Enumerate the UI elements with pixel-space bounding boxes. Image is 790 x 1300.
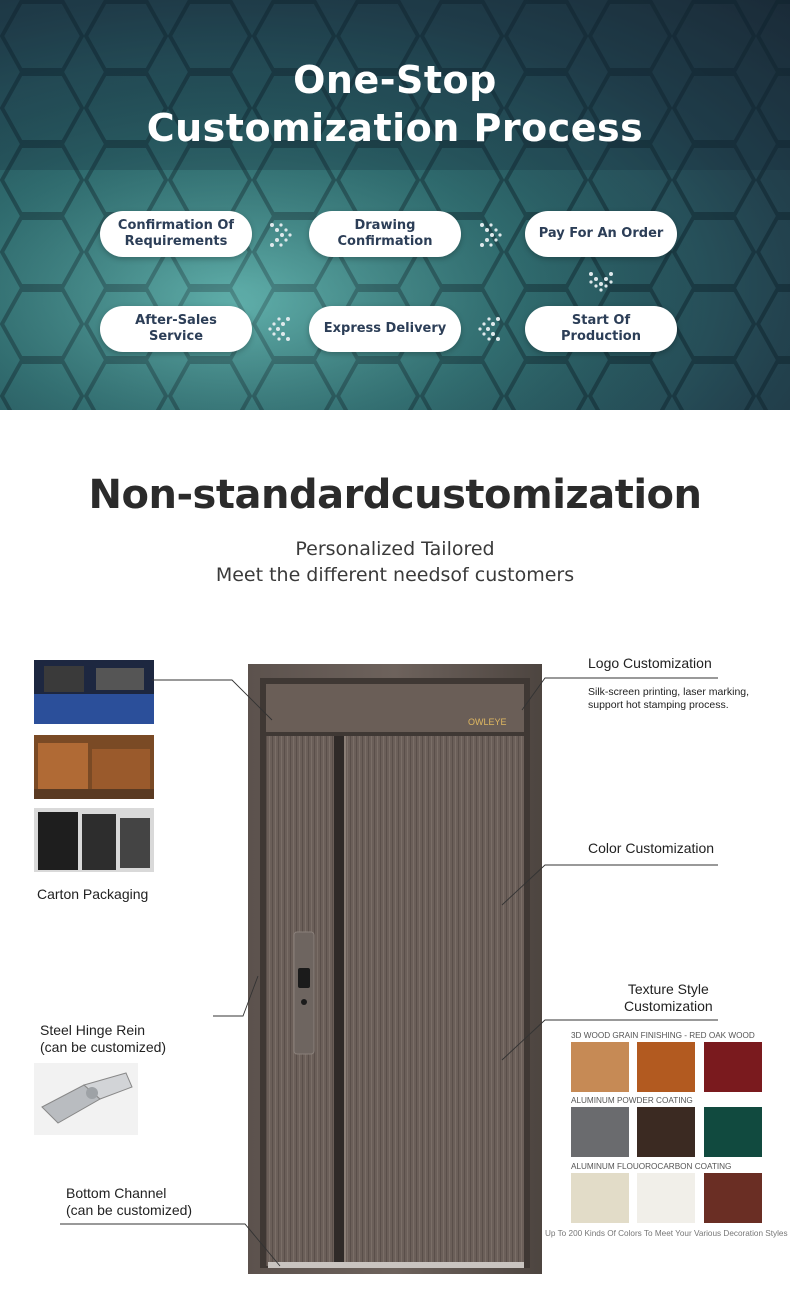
arrow-left-icon xyxy=(478,316,502,342)
step-start-of-production: Start Of Production xyxy=(525,306,677,352)
swatch-wood-red xyxy=(704,1042,762,1092)
banner-title-line1: One-Stop xyxy=(293,58,497,102)
swatch-group-title: ALUMINUM POWDER COATING xyxy=(571,1096,693,1105)
swatch-group-title: 3D WOOD GRAIN FINISHING - RED OAK WOOD xyxy=(571,1031,755,1040)
texture-customization-title: Texture Style Customization xyxy=(624,981,713,1014)
logo-customization-title: Logo Customization xyxy=(588,655,712,671)
hinge-photo xyxy=(34,1063,138,1135)
step-confirmation-of-requirements: Confirmation Of Requirements xyxy=(100,211,252,257)
swatch-powder-brown xyxy=(637,1107,695,1157)
color-customization-title: Color Customization xyxy=(588,840,715,856)
banner-title xyxy=(0,56,790,152)
swatch-wood-orange xyxy=(637,1042,695,1092)
swatch-powder-green xyxy=(704,1107,762,1157)
banner-title-line2: Customization Process xyxy=(146,106,644,150)
process-banner xyxy=(0,0,790,410)
arrow-left-icon xyxy=(268,316,292,342)
packaging-photo-2 xyxy=(34,735,154,799)
step-express-delivery: Express Delivery xyxy=(309,306,461,352)
color-range-footnote: Up To 200 Kinds Of Colors To Meet Your Various Decoration Styles xyxy=(545,1229,788,1238)
swatch-fluoro-beige xyxy=(571,1173,629,1223)
step-drawing-confirmation: Drawing Confirmation xyxy=(309,211,461,257)
section-subheading xyxy=(0,536,790,588)
subheading-line1: Personalized Tailored xyxy=(295,538,495,560)
bottom-channel-label: Bottom Channel (can be customized) xyxy=(66,1185,193,1218)
step-after-sales-service: After-Sales Service xyxy=(100,306,252,352)
arrow-right-icon xyxy=(478,222,502,248)
hinge-label: Steel Hinge Rein (can be customized) xyxy=(40,1022,167,1055)
arrow-down-icon xyxy=(588,270,614,292)
subheading-line2: Meet the different needsof customers xyxy=(215,564,575,586)
swatch-group-title: ALUMINUM FLOUOROCARBON COATING xyxy=(571,1162,732,1171)
section-heading: Non-standardcustomization xyxy=(88,472,702,518)
swatch-fluoro-maroon xyxy=(704,1173,762,1223)
packaging-photo-3 xyxy=(34,808,154,872)
arrow-right-icon xyxy=(268,222,292,248)
carton-packaging-label: Carton Packaging xyxy=(37,886,149,902)
packaging-photo-1 xyxy=(34,660,154,724)
door-image xyxy=(248,664,542,1274)
step-pay-for-an-order: Pay For An Order xyxy=(525,211,677,257)
swatch-fluoro-white xyxy=(637,1173,695,1223)
logo-customization-description: Silk-screen printing, laser marking, support hot stamping process. xyxy=(588,686,750,711)
swatch-powder-gray xyxy=(571,1107,629,1157)
swatch-wood-light xyxy=(571,1042,629,1092)
brand-logo: OWLEYE xyxy=(468,717,507,727)
